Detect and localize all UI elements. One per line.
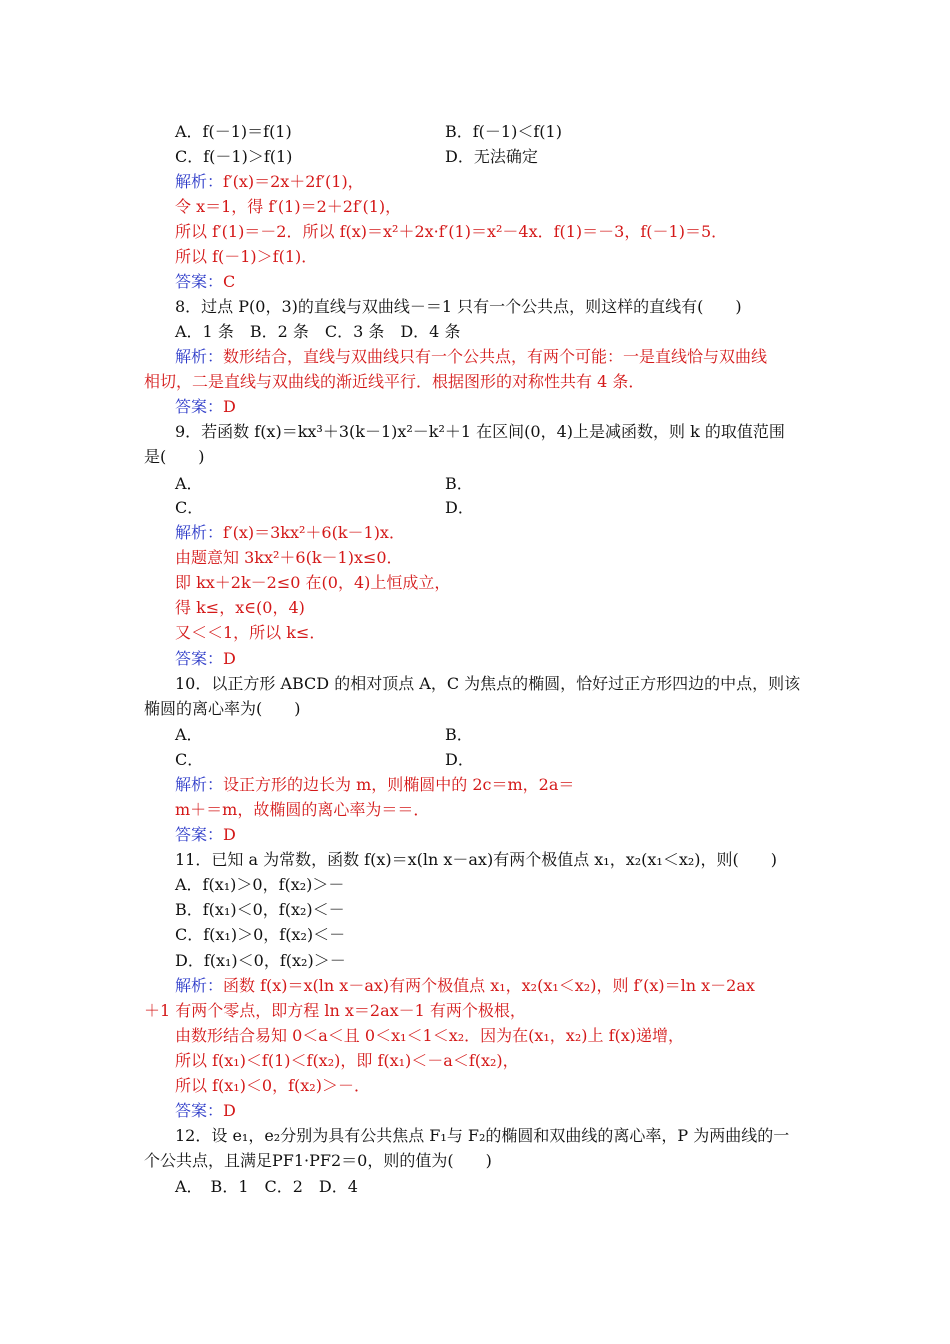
q10-analysis-line-2: m＋＝m，故椭圆的离心率为＝＝． bbox=[175, 800, 430, 819]
q10-option-a: A． bbox=[175, 725, 203, 744]
q11-analysis-line-5: 所以 f(x₁)＜0，f(x₂)＞－． bbox=[175, 1076, 370, 1095]
q10-stem-line-1: 10．以正方形 ABCD 的相对顶点 A，C 为焦点的椭圆，恰好过正方形四边的中点，则该 bbox=[175, 674, 801, 693]
q11-answer bbox=[175, 1100, 236, 1122]
q9-analysis-line-3: 即 kx＋2k－2≤0 在(0，4)上恒成立， bbox=[175, 573, 451, 592]
q9-analysis-line-4: 得 k≤，x∈(0，4) bbox=[175, 598, 305, 617]
q7-option-a: A．f(－1)＝f(1) bbox=[175, 122, 292, 141]
q7-analysis-line-1 bbox=[175, 171, 364, 193]
q8-stem: 8．过点 P(0，3)的直线与双曲线－＝1 只有一个公共点，则这样的直线有( ) bbox=[175, 297, 742, 316]
analysis-text: 函数 f(x)＝x(ln x－ax)有两个极值点 x₁，x₂(x₁＜x₂)，则 f′(x)＝ln x－2ax bbox=[223, 976, 755, 995]
q7-analysis-line-4: 所以 f(－1)＞f(1)． bbox=[175, 247, 318, 266]
q11-option-c: C．f(x₁)＞0，f(x₂)＜－ bbox=[175, 925, 346, 944]
q8-analysis-line-2: 相切，二是直线与双曲线的渐近线平行．根据图形的对称性共有 4 条． bbox=[144, 372, 645, 391]
q7-analysis-line-3: 所以 f′(1)＝－2．所以 f(x)＝x²＋2x·f′(1)＝x²－4x．f(1)＝－3，f(－1)＝5． bbox=[175, 222, 728, 241]
analysis-text: 数形结合，直线与双曲线只有一个公共点，有两个可能：一是直线恰与双曲线 bbox=[223, 347, 768, 366]
analysis-label: 解析： bbox=[175, 775, 224, 794]
q10-option-b: B． bbox=[445, 725, 473, 744]
q9-analysis-line-1 bbox=[175, 522, 405, 544]
answer-value: D bbox=[223, 1101, 236, 1120]
q9-stem-line-1: 9．若函数 f(x)＝kx³＋3(k－1)x²－k²＋1 在区间(0，4)上是减函数，则 k 的取值范围 bbox=[175, 422, 785, 441]
q11-analysis-line-2: ＋1 有两个零点，即方程 ln x＝2ax－1 有两个极根， bbox=[144, 1001, 526, 1020]
q11-analysis-line-4: 所以 f(x₁)＜f(1)＜f(x₂)，即 f(x₁)＜－a＜f(x₂)， bbox=[175, 1051, 519, 1070]
analysis-label: 解析： bbox=[175, 523, 224, 542]
q7-option-c: C．f(－1)＞f(1) bbox=[175, 147, 293, 166]
q11-option-a: A．f(x₁)＞0，f(x₂)＞－ bbox=[175, 875, 345, 894]
analysis-text: f′(x)＝3kx²＋6(k－1)x． bbox=[223, 523, 405, 542]
answer-value: D bbox=[223, 825, 236, 844]
answer-value: D bbox=[223, 649, 236, 668]
q9-option-d: D． bbox=[445, 498, 474, 517]
analysis-text: f′(x)＝2x＋2f′(1)， bbox=[223, 172, 364, 191]
q7-answer bbox=[175, 271, 235, 293]
q12-stem-line-2: 个公共点，且满足PF1·PF2＝0，则的值为( ) bbox=[144, 1151, 492, 1170]
q12-options: A． B．1 C．2 D．4 bbox=[175, 1177, 358, 1196]
q9-analysis-line-5: 又＜＜1，所以 k≤． bbox=[175, 623, 326, 642]
answer-value: D bbox=[223, 397, 236, 416]
answer-label: 答案： bbox=[175, 272, 224, 291]
q9-option-a: A． bbox=[175, 474, 203, 493]
q8-answer bbox=[175, 396, 236, 418]
q11-analysis-line-3: 由数形结合易知 0＜a＜且 0＜x₁＜1＜x₂．因为在(x₁，x₂)上 f(x)递增， bbox=[175, 1026, 685, 1045]
q10-option-c: C． bbox=[175, 750, 204, 769]
q11-option-d: D．f(x₁)＜0，f(x₂)＞－ bbox=[175, 951, 346, 970]
q9-stem-line-2: 是( ) bbox=[144, 447, 205, 466]
q9-option-c: C． bbox=[175, 498, 204, 517]
q7-analysis-line-2: 令 x＝1，得 f′(1)＝2＋2f′(1)， bbox=[175, 197, 402, 216]
answer-label: 答案： bbox=[175, 1101, 224, 1120]
analysis-text: 设正方形的边长为 m，则椭圆中的 2c＝m，2a＝ bbox=[223, 775, 575, 794]
answer-label: 答案： bbox=[175, 649, 224, 668]
q7-option-d: D．无法确定 bbox=[445, 147, 538, 166]
q11-stem: 11．已知 a 为常数，函数 f(x)＝x(ln x－ax)有两个极值点 x₁，x₂(x₁＜x₂)，则( ) bbox=[175, 850, 777, 869]
analysis-label: 解析： bbox=[175, 976, 224, 995]
q8-analysis-line-1 bbox=[175, 346, 767, 368]
q10-answer bbox=[175, 824, 236, 846]
q12-stem-line-1: 12．设 e₁，e₂分别为具有公共焦点 F₁与 F₂的椭圆和双曲线的离心率，P 为两曲线的一 bbox=[175, 1126, 790, 1145]
q10-stem-line-2: 椭圆的离心率为( ) bbox=[144, 699, 301, 718]
answer-label: 答案： bbox=[175, 825, 224, 844]
answer-value: C bbox=[223, 272, 236, 291]
analysis-label: 解析： bbox=[175, 347, 224, 366]
q10-analysis-line-1 bbox=[175, 774, 574, 796]
q10-option-d: D． bbox=[445, 750, 474, 769]
q9-answer bbox=[175, 648, 236, 670]
q11-option-b: B．f(x₁)＜0，f(x₂)＜－ bbox=[175, 900, 345, 919]
answer-label: 答案： bbox=[175, 397, 224, 416]
q8-options: A．1 条 B．2 条 C．3 条 D．4 条 bbox=[175, 322, 461, 341]
q7-option-b: B．f(－1)＜f(1) bbox=[445, 122, 562, 141]
q11-analysis-line-1 bbox=[175, 975, 755, 997]
q9-analysis-line-2: 由题意知 3kx²＋6(k－1)x≤0． bbox=[175, 548, 403, 567]
q9-option-b: B． bbox=[445, 474, 473, 493]
analysis-label: 解析： bbox=[175, 172, 224, 191]
